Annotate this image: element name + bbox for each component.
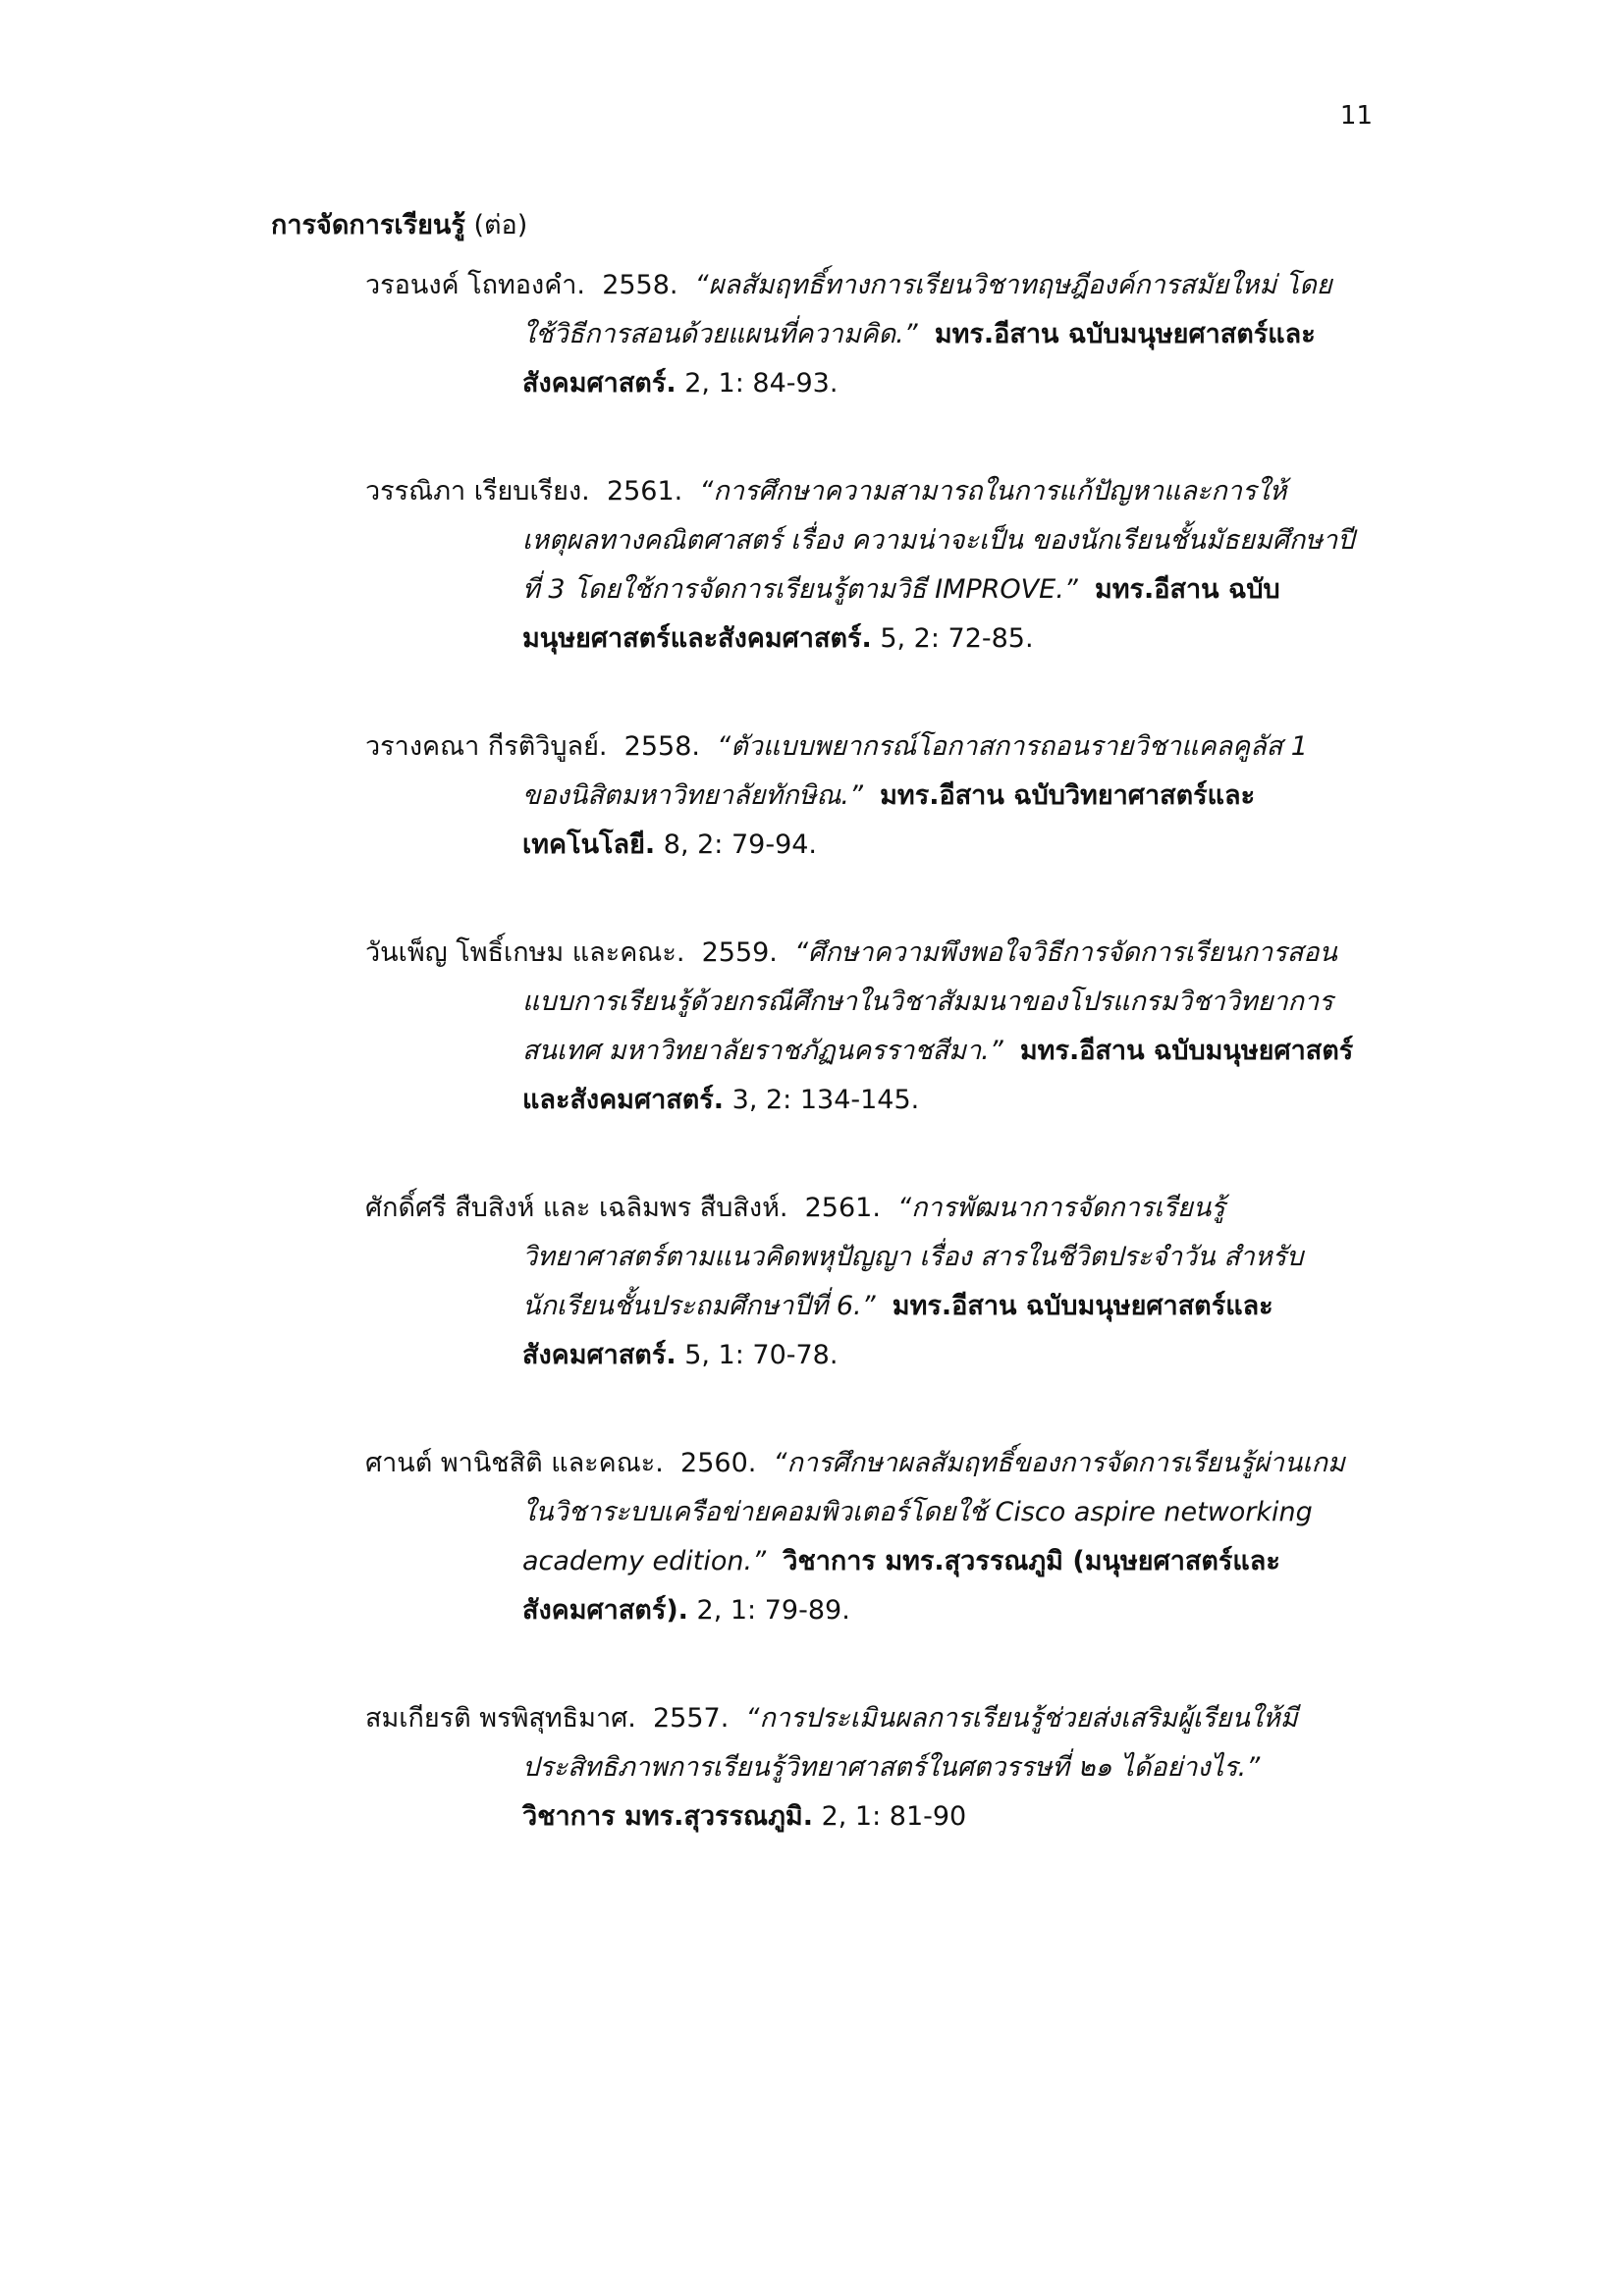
reference-authors: วันเพ็ญ โพธิ์เกษม และคณะ.	[365, 937, 685, 968]
reference-details: 5, 2: 72-85.	[880, 623, 1034, 654]
section-heading	[271, 204, 527, 247]
reference-authors: สมเกียรติ พรพิสุทธิมาศ.	[365, 1703, 636, 1734]
reference-year: 2561.	[804, 1193, 881, 1223]
reference-journal: มทร.อีสาน ฉบับวิทยาศาสตร์และเทคโนโลยี.	[522, 780, 1256, 860]
reference-journal: มทร.อีสาน ฉบับมนุษยศาสตร์และสังคมศาสตร์.	[522, 1036, 1354, 1115]
reference-details: 8, 2: 79-94.	[663, 829, 818, 860]
reference-details: 2, 1: 79-89.	[696, 1595, 850, 1626]
reference-details: 2, 1: 84-93.	[684, 368, 839, 399]
reference-entry	[365, 261, 1357, 408]
reference-year: 2558.	[623, 731, 700, 762]
reference-year: 2560.	[680, 1448, 757, 1478]
reference-year: 2558.	[602, 270, 678, 300]
reference-title: “การศึกษาผลสัมฤทธิ์ของการจัดการเรียนรู้ผ่านเกมในวิชาระบบเครือข่ายคอมพิวเตอร์โดยใช้ Cisco aspire networking academy edition.”	[522, 1448, 1345, 1576]
reference-year: 2561.	[606, 476, 683, 507]
reference-title: “การประเมินผลการเรียนรู้ช่วยส่งเสริมผู้เรียนให้มีประสิทธิภาพการเรียนรู้วิทยาศาสตร์ในศตวรรษที่ ๒๑ ได้อย่างไร.”	[522, 1703, 1298, 1783]
reference-year: 2557.	[653, 1703, 730, 1734]
reference-title: “ตัวแบบพยากรณ์โอกาสการถอนรายวิชาแคลคูลัส 1 ของนิสิตมหาวิทยาลัยทักษิณ.”	[522, 731, 1308, 811]
reference-journal: วิชาการ มทร.สุวรรณภูมิ.	[522, 1801, 813, 1832]
reference-authors: วรรณิภา เรียบเรียง.	[365, 476, 590, 507]
reference-details: 2, 1: 81-90	[821, 1801, 967, 1832]
reference-entry	[365, 1694, 1357, 1842]
reference-entry	[365, 1184, 1357, 1380]
reference-journal: มทร.อีสาน ฉบับมนุษยศาสตร์และสังคมศาสตร์.	[522, 574, 1280, 654]
section-title: การจัดการเรียนรู้	[271, 210, 465, 240]
reference-journal: วิชาการ มทร.สุวรรณภูมิ (มนุษยศาสตร์และสังคมศาสตร์).	[522, 1546, 1280, 1626]
reference-details: 5, 1: 70-78.	[684, 1340, 839, 1370]
reference-year: 2559.	[701, 937, 778, 968]
reference-entry	[365, 467, 1357, 664]
reference-title: “การพัฒนาการจัดการเรียนรู้วิทยาศาสตร์ตามแนวคิดพหุปัญญา เรื่อง สารในชีวิตประจำวัน สำหรับนักเรียนชั้นประถมศึกษาปีที่ 6.”	[522, 1193, 1304, 1321]
reference-title: “ผลสัมฤทธิ์ทางการเรียนวิชาทฤษฎีองค์การสมัยใหม่ โดยใช้วิธีการสอนด้วยแผนที่ความคิด.”	[522, 270, 1332, 349]
section-continued-label: (ต่อ)	[464, 210, 528, 240]
reference-authors: ศักดิ์ศรี สืบสิงห์ และ เฉลิมพร สืบสิงห์.	[365, 1193, 788, 1223]
reference-entry	[365, 1439, 1357, 1635]
reference-details: 3, 2: 134-145.	[731, 1085, 920, 1115]
reference-title: “การศึกษาความสามารถในการแก้ปัญหาและการให้เหตุผลทางคณิตศาสตร์ เรื่อง ความน่าจะเป็น ของนักเรียนชั้นมัธยมศึกษาปีที่ 3 โดยใช้การจัดการเรียนรู้ตามวิธี IMPROVE.”	[522, 476, 1355, 605]
page-number: 11	[1339, 101, 1373, 131]
reference-entry	[365, 722, 1357, 870]
reference-journal: มทร.อีสาน ฉบับมนุษยศาสตร์และสังคมศาสตร์.	[522, 319, 1316, 399]
reference-list	[365, 261, 1357, 1900]
reference-entry	[365, 929, 1357, 1125]
reference-authors: วรอนงค์ โถทองคำ.	[365, 270, 586, 300]
reference-title: “ศึกษาความพึงพอใจวิธีการจัดการเรียนการสอนแบบการเรียนรู้ด้วยกรณีศึกษาในวิชาสัมมนาของโปรแกรมวิชาวิทยาการสนเทศ มหาวิทยาลัยราชภัฏนครราชสีมา.”	[522, 937, 1337, 1066]
reference-authors: วรางคณา กีรติวิบูลย์.	[365, 731, 608, 762]
reference-journal: มทร.อีสาน ฉบับมนุษยศาสตร์และสังคมศาสตร์.	[522, 1291, 1273, 1370]
reference-authors: ศานต์ พานิชสิติ และคณะ.	[365, 1448, 664, 1478]
